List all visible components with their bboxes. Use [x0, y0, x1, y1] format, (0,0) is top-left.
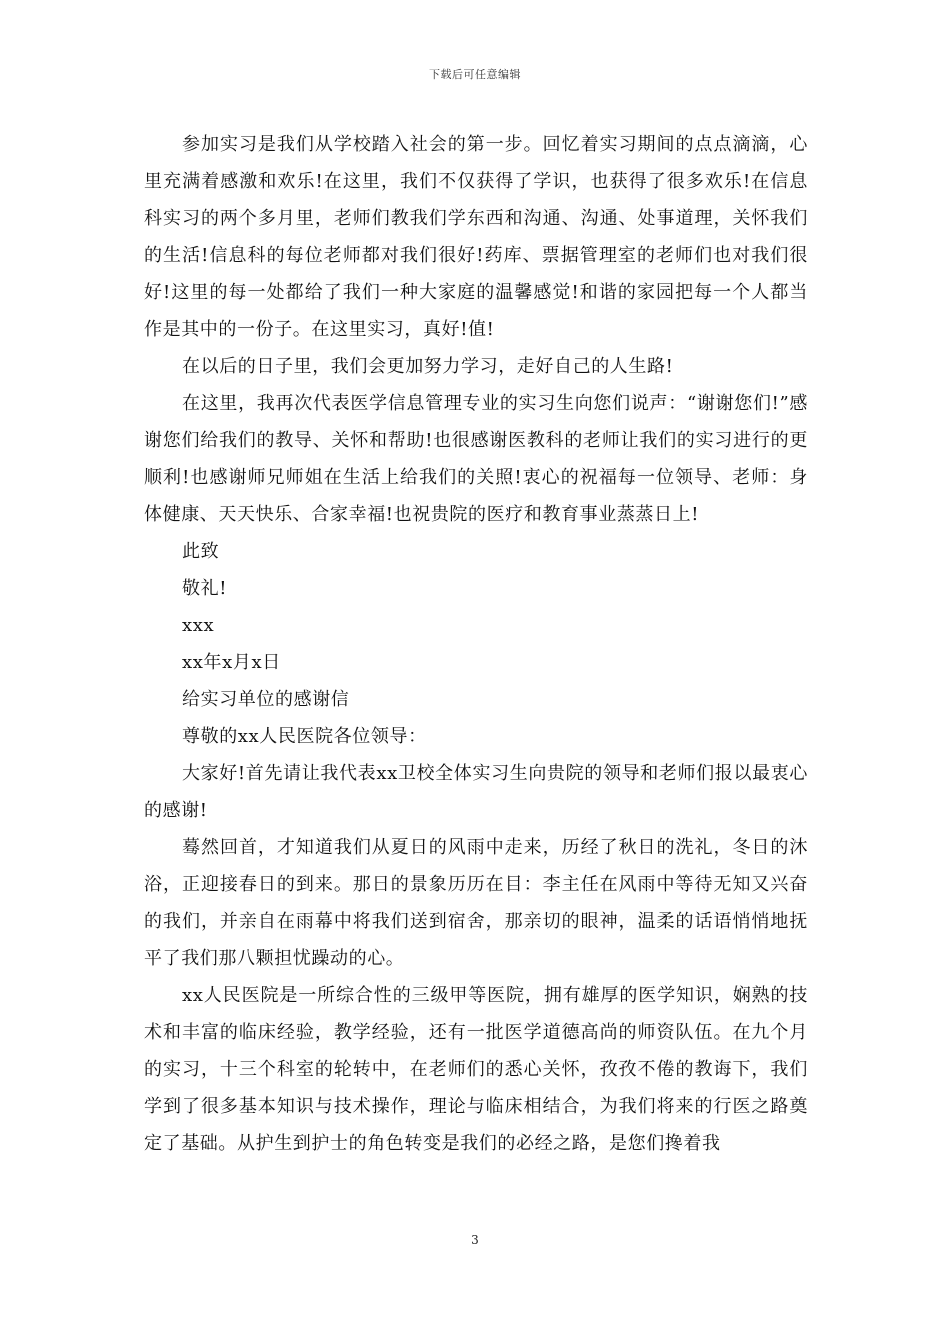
signature-date: xx年x月x日 [182, 652, 281, 673]
page-number: 3 [471, 1233, 479, 1247]
paragraph-future-effort: 在以后的日子里，我们会更加努力学习，走好自己的人生路! [182, 356, 674, 377]
closing-salutation: 此致 [182, 541, 220, 562]
header-note: 下载后可任意编辑 [429, 68, 521, 81]
paragraph-memories: 蓦然回首，才知道我们从夏日的风雨中走来，历经了秋日的洗礼，冬日的沐浴，正迎接春日的到来。那日的景象历历在目：李主任在风雨中等待无知又兴奋的我们，并亲自在雨幕中将我们送到宿舍，那亲切的眼神，温柔的话语悄悄地抚平了我们那八颗担忧躁动的心。 [144, 837, 808, 969]
paragraph-opening-thanks: 大家好!首先请让我代表xx卫校全体实习生向贵院的领导和老师们报以最衷心的感谢! [144, 763, 808, 821]
paragraph-thanks: 在这里，我再次代表医学信息管理专业的实习生向您们说声：“谢谢您们!”感谢您们给我们的教导、关怀和帮助!也很感谢医教科的老师让我们的实习进行的更顺利!也感谢师兄师姐在生活上给我们的关照!衷心的祝福每一位领导、老师：身体健康、天天快乐、合家幸福!也祝贵院的医疗和教育事业蒸蒸日上! [144, 393, 808, 525]
paragraph-hospital: xx人民医院是一所综合性的三级甲等医院，拥有雄厚的医学知识，娴熟的技术和丰富的临床经验，教学经验，还有一批医学道德高尚的师资队伍。在九个月的实习，十三个科室的轮转中，在老师们的悉心关怀，孜孜不倦的教诲下，我们学到了很多基本知识与技术操作，理论与临床相结合，为我们将来的行医之路奠定了基础。从护生到护士的角色转变是我们的必经之路，是您们搀着我 [144, 985, 808, 1154]
signature-name: xxx [182, 615, 215, 636]
document-body [144, 126, 808, 1162]
paragraph-internship-reflection: 参加实习是我们从学校踏入社会的第一步。回忆着实习期间的点点滴滴，心里充满着感激和欢乐!在这里，我们不仅获得了学识，也获得了很多欢乐!在信息科实习的两个多月里，老师们教我们学东西和沟通、沟通、处事道理，关怀我们的生活!信息科的每位老师都对我们很好!药库、票据管理室的老师们也对我们很好!这里的每一处都给了我们一种大家庭的温馨感觉!和谐的家园把每一个人都当作是其中的一份子。在这里实习，真好!值! [144, 134, 808, 340]
closing-respect: 敬礼! [182, 578, 228, 599]
letter-title: 给实习单位的感谢信 [182, 689, 350, 710]
letter-greeting: 尊敬的xx人民医院各位领导： [182, 726, 427, 747]
